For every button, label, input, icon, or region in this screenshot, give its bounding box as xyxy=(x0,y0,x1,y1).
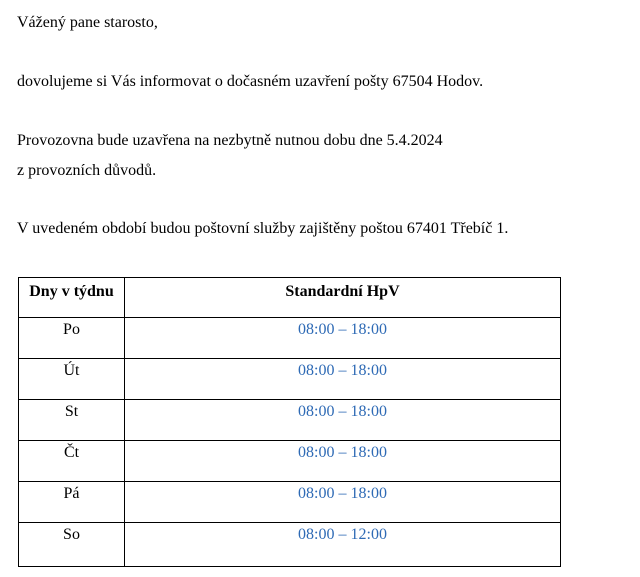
day-cell: Pá xyxy=(19,482,125,523)
letter-greeting: Vážený pane starosto, xyxy=(17,14,158,31)
table-row xyxy=(19,359,561,400)
letter-closure-reason: z provozních důvodů. xyxy=(17,162,157,179)
hours-cell: 08:00 – 18:00 xyxy=(125,400,561,441)
table-header-row xyxy=(19,278,561,318)
hours-cell: 08:00 – 18:00 xyxy=(125,359,561,400)
hours-cell: 08:00 – 18:00 xyxy=(125,441,561,482)
day-cell: So xyxy=(19,523,125,567)
header-hours: Standardní HpV xyxy=(125,278,561,318)
table-row xyxy=(19,441,561,482)
table-row xyxy=(19,400,561,441)
letter-intro: dovolujeme si Vás informovat o dočasném uzavření pošty 67504 Hodov. xyxy=(17,73,484,90)
table-row xyxy=(19,318,561,359)
letter-replacement-office: V uvedeném období budou poštovní služby zajištěny poštou 67401 Třebíč 1. xyxy=(17,220,509,237)
hours-cell: 08:00 – 12:00 xyxy=(125,523,561,567)
opening-hours-table xyxy=(18,277,561,567)
table-row xyxy=(19,482,561,523)
day-cell: St xyxy=(19,400,125,441)
hours-cell: 08:00 – 18:00 xyxy=(125,318,561,359)
day-cell: Čt xyxy=(19,441,125,482)
table-row xyxy=(19,523,561,567)
day-cell: Po xyxy=(19,318,125,359)
letter-closure-date: Provozovna bude uzavřena na nezbytně nutnou dobu dne 5.4.2024 xyxy=(17,132,443,149)
hours-cell: 08:00 – 18:00 xyxy=(125,482,561,523)
day-cell: Út xyxy=(19,359,125,400)
header-day: Dny v týdnu xyxy=(19,278,125,318)
